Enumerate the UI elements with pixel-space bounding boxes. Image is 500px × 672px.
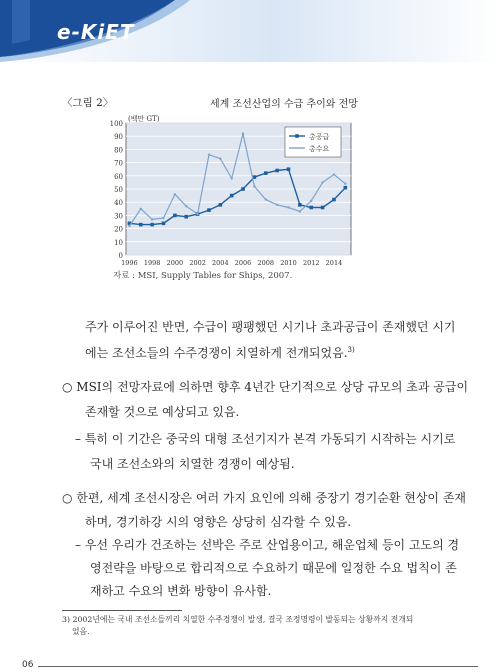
demand-point: [253, 185, 255, 187]
bullet-line: ○ MSI의 전망자료에 의하면 향후 4년간 단기적으로 상당 규모의 초과 공급이: [62, 380, 469, 394]
supply-point: [173, 214, 177, 218]
y-tick-label: 0: [118, 252, 123, 260]
demand-point: [174, 193, 176, 195]
footer-divider: [38, 666, 478, 667]
supply-point: [241, 187, 245, 191]
y-tick-label: 90: [114, 133, 123, 142]
demand-point: [219, 157, 221, 159]
demand-point: [276, 204, 278, 206]
x-tick-label: 2006: [234, 259, 252, 267]
x-tick-label: 1996: [121, 259, 138, 267]
demand-point: [185, 205, 187, 207]
supply-point: [275, 169, 279, 173]
legend-label: 총수요: [309, 145, 330, 153]
footnote-ref: 3): [347, 346, 355, 354]
sub-bullet-line: – 특히 이 기간은 중국의 대형 조선기지가 본격 가동되기 시작하는 시기로: [75, 432, 456, 446]
x-tick-label: 2002: [189, 259, 206, 267]
demand-point: [242, 132, 244, 134]
supply-point: [298, 203, 302, 207]
sub-bullet-line: 국내 조선소와의 치열한 경쟁이 예상됨.: [90, 457, 295, 471]
bullet-line: 하며, 경기하강 시의 영향은 상당히 심각할 수 있음.: [85, 515, 352, 529]
legend-marker: [295, 134, 299, 138]
y-tick-label: 10: [114, 238, 123, 247]
x-tick-label: 2014: [325, 259, 343, 267]
y-tick-label: 70: [114, 159, 123, 168]
demand-point: [128, 225, 130, 227]
x-tick-label: 2012: [302, 259, 320, 267]
y-tick-label: 20: [114, 225, 123, 234]
supply-point: [332, 198, 336, 202]
demand-point: [287, 206, 289, 208]
demand-point: [344, 183, 346, 185]
y-tick-label: 100: [109, 120, 123, 128]
figure-title: 세계 조선산업의 수급 추이와 전망: [210, 99, 358, 110]
supply-point: [287, 167, 291, 171]
bullet-line: 존재할 것으로 예상되고 있음.: [85, 405, 240, 419]
supply-point: [150, 223, 154, 227]
footnote-text: 었음.: [72, 627, 90, 636]
supply-point: [264, 171, 268, 175]
figure-label: 〈그림 2〉: [62, 97, 114, 109]
demand-point: [321, 181, 323, 183]
supply-demand-chart: [98, 113, 360, 269]
demand-point: [162, 217, 164, 219]
y-tick-label: 50: [114, 186, 123, 194]
demand-point: [230, 177, 232, 179]
y-tick-label: 80: [114, 146, 123, 155]
y-axis-unit: (백만 GT): [128, 115, 160, 123]
demand-point: [208, 153, 210, 155]
demand-point: [140, 208, 142, 210]
footnote-divider: [62, 610, 182, 611]
x-tick-label: 2010: [280, 259, 297, 267]
figure-source: 자료 : MSI, Supply Tables for Ships, 2007.: [113, 271, 293, 281]
y-tick-label: 60: [114, 172, 123, 181]
supply-point: [184, 215, 188, 219]
demand-point: [265, 198, 267, 200]
figure-header: [62, 95, 442, 109]
x-tick-label: 2008: [257, 259, 275, 267]
demand-point: [196, 213, 198, 215]
paragraph-line: 주가 이루어진 반면, 수급이 팽팽했던 시기나 초과공급이 존재했던 시기: [85, 320, 456, 334]
footnote-text: 3) 2002년에는 국내 조선소들끼리 치열한 수주경쟁이 발생, 결국 조정명령이 발동되는 상황까지 전개되: [62, 615, 414, 624]
demand-point: [151, 218, 153, 220]
supply-point: [344, 186, 348, 190]
demand-point: [333, 173, 335, 175]
paragraph-line: [85, 343, 355, 360]
x-tick-label: 2004: [212, 259, 229, 267]
x-tick-label: 1998: [143, 259, 161, 267]
supply-point: [139, 223, 143, 227]
supply-point: [230, 194, 234, 198]
supply-point: [162, 222, 166, 226]
ekiet-logo: e-KiET: [57, 20, 135, 44]
supply-point: [321, 206, 325, 210]
page-number: 06: [22, 660, 34, 670]
legend-label: 총공급: [309, 133, 330, 141]
header-banner: [0, 0, 500, 62]
paragraph-text: 에는 조선소들의 수주경쟁이 치열하게 전개되었음.: [85, 346, 348, 360]
sub-bullet-line: 재하고 수요의 변화 방향이 유사함.: [90, 584, 272, 598]
supply-point: [309, 206, 313, 210]
demand-point: [299, 210, 301, 212]
supply-point: [219, 203, 223, 207]
demand-point: [310, 200, 312, 202]
y-tick-label: 40: [114, 199, 123, 208]
sub-bullet-line: 영전략을 바탕으로 합리적으로 수요하기 때문에 일정한 수요 법칙이 존: [90, 561, 457, 575]
bullet-line: ○ 한편, 세계 조선시장은 여러 가지 요인에 의해 중장기 경기순환 현상이 존재: [62, 491, 467, 505]
supply-point: [207, 208, 211, 212]
sub-bullet-line: – 우선 우리가 건조하는 선박은 주로 산업용이고, 해운업체 등이 고도의 경: [75, 538, 460, 552]
x-tick-label: 2000: [166, 259, 184, 267]
y-tick-label: 30: [114, 212, 123, 221]
